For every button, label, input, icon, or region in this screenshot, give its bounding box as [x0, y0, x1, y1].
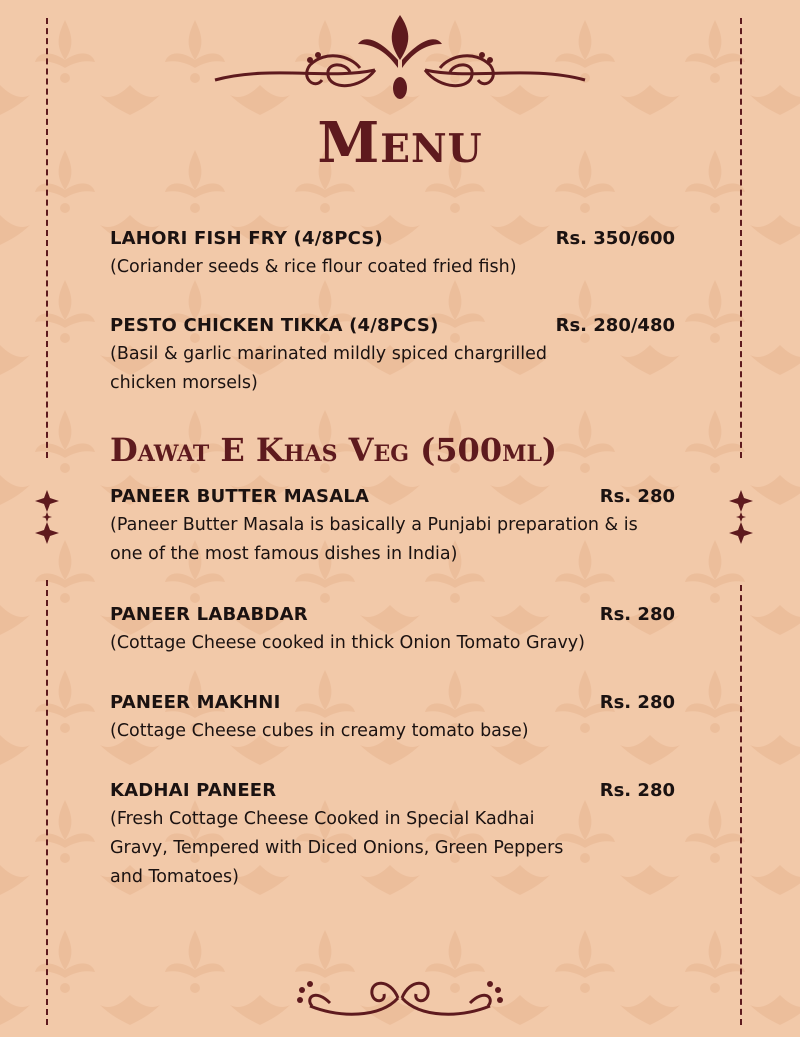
menu-item	[110, 692, 675, 746]
menu-item	[110, 604, 675, 658]
right-star-icon	[728, 490, 754, 544]
menu-item	[110, 780, 675, 892]
item-price: Rs. 280	[599, 486, 675, 507]
item-name: LAHORI FISH FRY (4/8PCS)	[110, 228, 383, 249]
menu-item	[110, 315, 675, 398]
item-name: PANEER MAKHNI	[110, 692, 281, 713]
menu-title: Menu	[317, 110, 483, 176]
item-description: (Cottage Cheese cubes in creamy tomato base)	[110, 721, 529, 741]
item-name: KADHAI PANEER	[110, 780, 277, 801]
item-name: PESTO CHICKEN TIKKA (4/8PCS)	[110, 315, 439, 336]
right-border-bottom	[740, 585, 742, 1025]
left-border-bottom	[46, 580, 48, 1025]
right-border-top	[740, 18, 742, 458]
menu-item	[110, 486, 675, 569]
left-star-icon	[34, 490, 60, 544]
item-name: PANEER BUTTER MASALA	[110, 486, 370, 507]
item-price: Rs. 350/600	[555, 228, 675, 249]
item-price: Rs. 280/480	[555, 315, 675, 336]
item-description: (Coriander seeds & rice flour coated fried fish)	[110, 257, 517, 277]
section-heading: Dawat E Khas Veg (500ml)	[110, 431, 558, 469]
item-price: Rs. 280	[599, 780, 675, 801]
item-price: Rs. 280	[599, 604, 675, 625]
item-price: Rs. 280	[599, 692, 675, 713]
item-description: (Basil & garlic marinated mildly spiced chargrilled chicken morsels)	[110, 344, 547, 393]
menu-item	[110, 228, 675, 282]
left-border-top	[46, 18, 48, 458]
top-fleur-ornament-icon	[210, 10, 590, 110]
item-description: (Fresh Cottage Cheese Cooked in Special Kadhai Gravy, Tempered with Diced Onions, Green Peppers and Tomatoes)	[110, 809, 564, 887]
item-name: PANEER LABABDAR	[110, 604, 308, 625]
bottom-scroll-ornament-icon	[290, 968, 510, 1028]
item-description: (Cottage Cheese cooked in thick Onion Tomato Gravy)	[110, 633, 585, 653]
item-description: (Paneer Butter Masala is basically a Punjabi preparation & is one of the most famous dishes in India)	[110, 515, 638, 564]
